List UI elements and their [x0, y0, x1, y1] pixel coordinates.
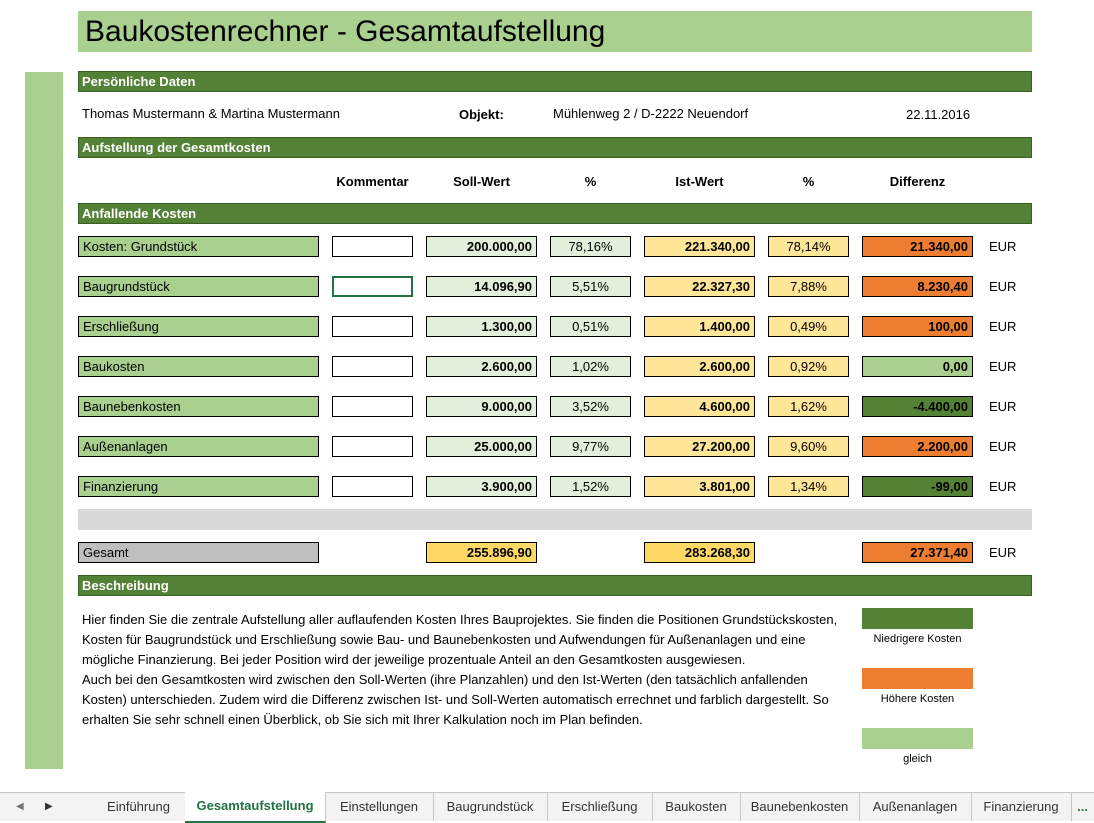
date-value[interactable]: 22.11.2016 — [906, 107, 971, 122]
soll-value[interactable]: 3.900,00 — [426, 476, 537, 497]
cost-label[interactable]: Baunebenkosten — [78, 396, 319, 417]
ist-value[interactable]: 221.340,00 — [644, 236, 755, 257]
cost-label[interactable]: Finanzierung — [78, 476, 319, 497]
currency-label: EUR — [989, 399, 1017, 414]
separator-bar — [78, 509, 1032, 530]
sheet-tab[interactable]: Erschließung — [547, 793, 653, 821]
ist-value[interactable]: 4.600,00 — [644, 396, 755, 417]
page-title: Baukostenrechner - Gesamtaufstellung — [85, 15, 606, 48]
comment-input[interactable] — [332, 436, 413, 457]
col-header-kommentar: Kommentar — [336, 174, 409, 189]
col-header-diff: Differenz — [889, 174, 946, 189]
owner-names[interactable]: Thomas Mustermann & Martina Mustermann — [82, 106, 340, 121]
comment-input-selected[interactable] — [332, 276, 413, 297]
soll-value[interactable]: 2.600,00 — [426, 356, 537, 377]
col-header-soll: Soll-Wert — [453, 174, 510, 189]
ist-percent[interactable]: 0,92% — [768, 356, 849, 377]
difference-value[interactable]: 2.200,00 — [862, 436, 973, 457]
section-overview: Aufstellung der Gesamtkosten — [78, 137, 1032, 158]
currency-label: EUR — [989, 239, 1017, 254]
tab-scroll-right-icon[interactable]: ▶ — [45, 801, 53, 812]
currency-label: EUR — [989, 479, 1017, 494]
ist-value[interactable]: 27.200,00 — [644, 436, 755, 457]
cost-label[interactable]: Kosten: Grundstück — [78, 236, 319, 257]
legend-label-higher: Höhere Kosten — [880, 693, 955, 705]
description-paragraph-2: Auch bei den Gesamtkosten wird zwischen den Soll-Werten (ihre Planzahlen) und den Ist-Werten (den tatsächlich anfallenden Kosten) unterschieden. Zudem wird die Differenz zwischen Ist- und Soll-Werten automatisch errechnet und farblich dargestellt. So erhalten Sie sehr schnell einen Überblick, ob Sie sich mit Ihrer Kalkulation noch im Plan befinden. — [82, 672, 829, 727]
difference-value[interactable]: -4.400,00 — [862, 396, 973, 417]
ist-value[interactable]: 22.327,30 — [644, 276, 755, 297]
description-paragraph-1: Hier finden Sie die zentrale Aufstellung aller auflaufenden Kosten Ihres Bauprojektes. Sie finden die Positionen Grundstückskosten, Kosten für Baugrundstück und Erschließung sowie Bau- und Baunebenkosten und Aufwendungen für Außenanlagen und eine mögliche Finanzierung. Bei jeder Position wird der jeweilige prozentuale Anteil an den Gesamtkosten ausgewiesen. — [82, 612, 838, 667]
ist-percent[interactable]: 78,14% — [768, 236, 849, 257]
ist-percent[interactable]: 1,34% — [768, 476, 849, 497]
difference-value[interactable]: 100,00 — [862, 316, 973, 337]
object-label: Objekt: — [459, 107, 504, 122]
ist-percent[interactable]: 0,49% — [768, 316, 849, 337]
soll-value[interactable]: 9.000,00 — [426, 396, 537, 417]
sidebar-stripe — [25, 72, 63, 769]
soll-percent[interactable]: 3,52% — [550, 396, 631, 417]
soll-value[interactable]: 14.096,90 — [426, 276, 537, 297]
sheet-tab-more[interactable]: ... — [1077, 799, 1088, 814]
soll-value[interactable]: 25.000,00 — [426, 436, 537, 457]
ist-value[interactable]: 3.801,00 — [644, 476, 755, 497]
difference-value[interactable]: -99,00 — [862, 476, 973, 497]
object-address[interactable]: Mühlenweg 2 / D-2222 Neuendorf — [553, 106, 749, 121]
comment-input[interactable] — [332, 396, 413, 417]
soll-percent[interactable]: 5,51% — [550, 276, 631, 297]
cost-label[interactable]: Baugrundstück — [78, 276, 319, 297]
comment-input[interactable] — [332, 236, 413, 257]
col-header-soll-pct: % — [584, 174, 597, 189]
soll-percent[interactable]: 78,16% — [550, 236, 631, 257]
section-description: Beschreibung — [78, 575, 1032, 596]
sheet-tab[interactable]: Gesamtaufstellung — [185, 792, 326, 823]
ist-value[interactable]: 2.600,00 — [644, 356, 755, 377]
sheet-tab[interactable]: Baugrundstück — [433, 793, 548, 821]
soll-value[interactable]: 200.000,00 — [426, 236, 537, 257]
sheet-tab[interactable]: Baukosten — [652, 793, 741, 821]
currency-label: EUR — [989, 279, 1017, 294]
legend-swatch-equal — [862, 728, 973, 749]
sheet-tab[interactable]: Baunebenkosten — [740, 793, 860, 821]
cost-label[interactable]: Baukosten — [78, 356, 319, 377]
total-soll[interactable]: 255.896,90 — [426, 542, 537, 563]
total-diff[interactable]: 27.371,40 — [862, 542, 973, 563]
soll-value[interactable]: 1.300,00 — [426, 316, 537, 337]
comment-input[interactable] — [332, 476, 413, 497]
section-personal-data: Persönliche Daten — [78, 71, 1032, 92]
sheet-tab[interactable]: Einstellungen — [325, 793, 434, 821]
currency-label: EUR — [989, 439, 1017, 454]
total-label[interactable]: Gesamt — [78, 542, 319, 563]
ist-percent[interactable]: 9,60% — [768, 436, 849, 457]
soll-percent[interactable]: 1,52% — [550, 476, 631, 497]
total-currency: EUR — [989, 545, 1017, 560]
currency-label: EUR — [989, 319, 1017, 334]
difference-value[interactable]: 8.230,40 — [862, 276, 973, 297]
total-ist[interactable]: 283.268,30 — [644, 542, 755, 563]
tab-scroll-left-icon[interactable]: ◀ — [16, 801, 24, 812]
legend-label-equal: gleich — [903, 753, 932, 765]
col-header-ist: Ist-Wert — [675, 174, 724, 189]
description-text — [82, 610, 852, 730]
cost-label[interactable]: Außenanlagen — [78, 436, 319, 457]
sheet-tab-bar — [0, 792, 1094, 821]
soll-percent[interactable]: 0,51% — [550, 316, 631, 337]
comment-input[interactable] — [332, 316, 413, 337]
legend-swatch-higher — [862, 668, 973, 689]
ist-percent[interactable]: 1,62% — [768, 396, 849, 417]
soll-percent[interactable]: 1,02% — [550, 356, 631, 377]
legend-swatch-lower — [862, 608, 973, 629]
currency-label: EUR — [989, 359, 1017, 374]
cost-label[interactable]: Erschließung — [78, 316, 319, 337]
ist-value[interactable]: 1.400,00 — [644, 316, 755, 337]
soll-percent[interactable]: 9,77% — [550, 436, 631, 457]
sheet-tab[interactable]: Einführung — [92, 793, 186, 821]
difference-value[interactable]: 21.340,00 — [862, 236, 973, 257]
ist-percent[interactable]: 7,88% — [768, 276, 849, 297]
difference-value[interactable]: 0,00 — [862, 356, 973, 377]
comment-input[interactable] — [332, 356, 413, 377]
sheet-tab[interactable]: Außenanlagen — [859, 793, 972, 821]
legend-label-lower: Niedrigere Kosten — [873, 633, 962, 645]
col-header-ist-pct: % — [802, 174, 815, 189]
sheet-tab[interactable]: Finanzierung — [971, 793, 1072, 821]
section-costs: Anfallende Kosten — [78, 203, 1032, 224]
